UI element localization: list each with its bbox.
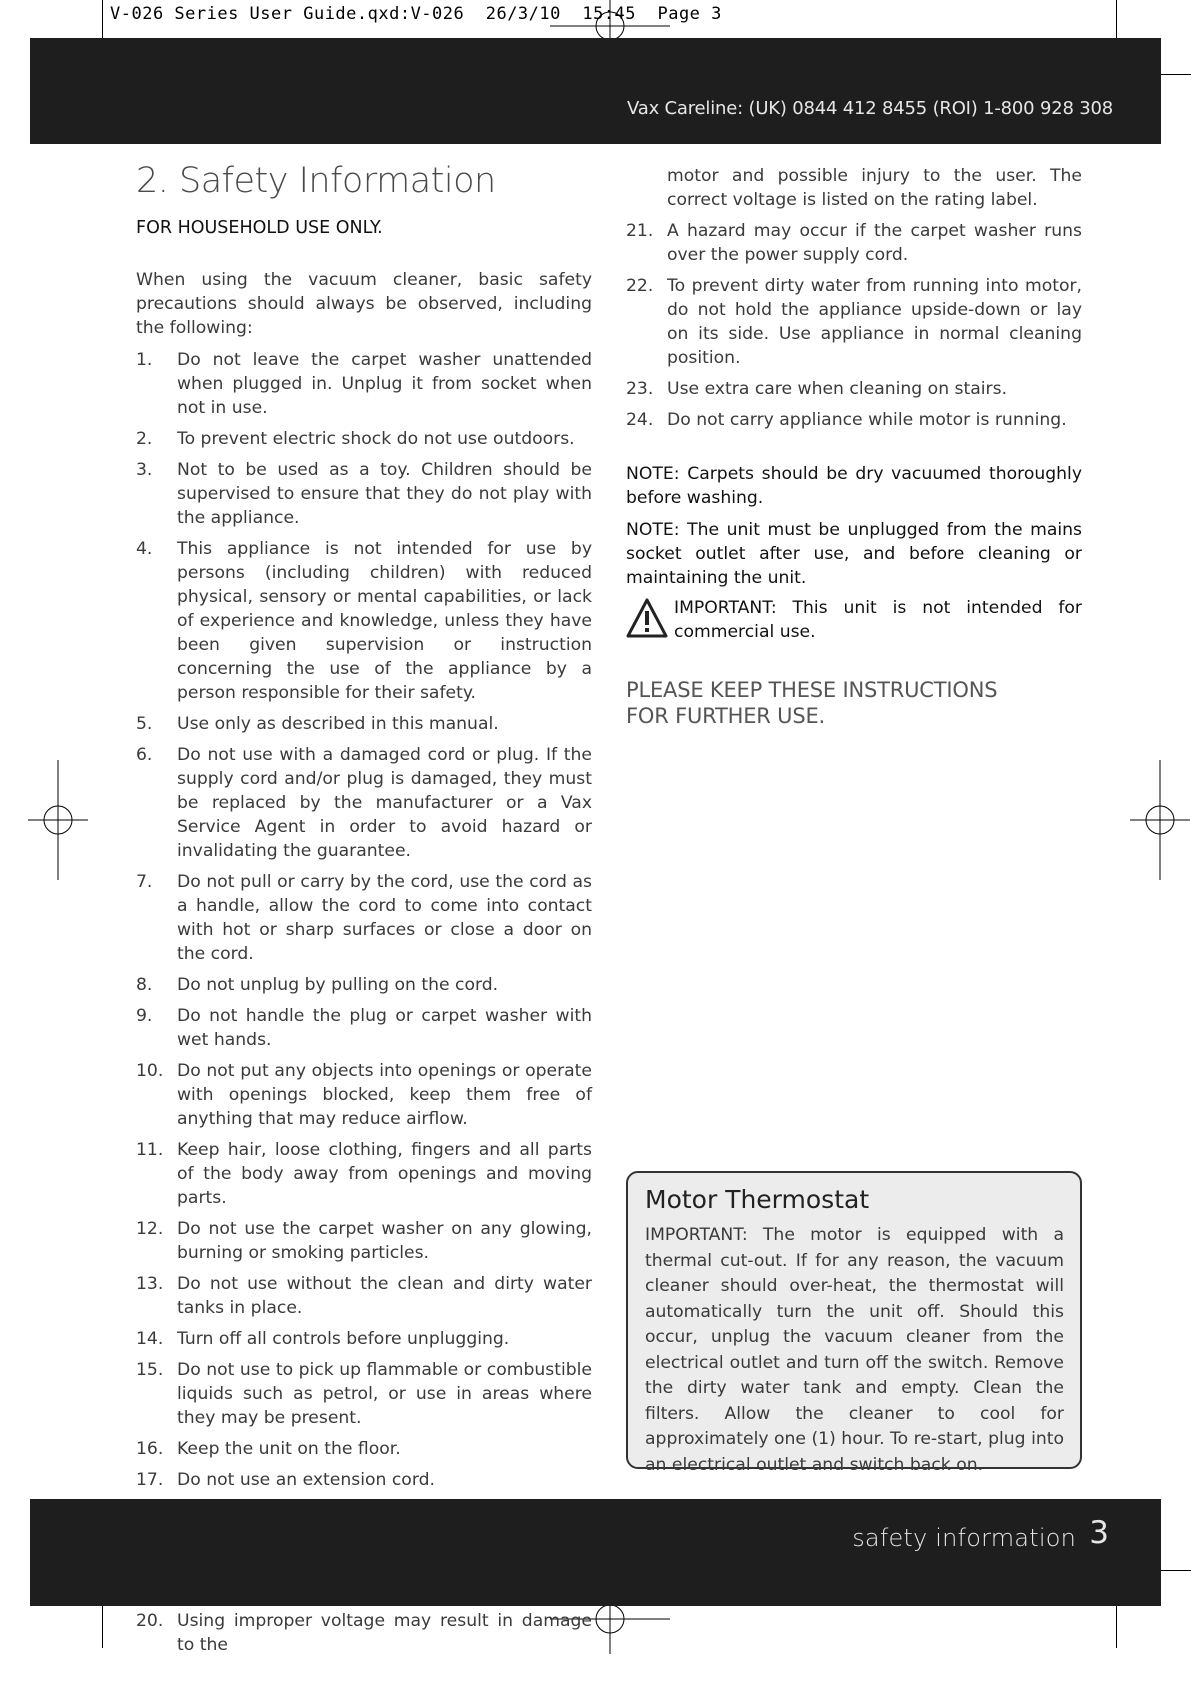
list-item-number: 14. [136, 1329, 164, 1349]
list-item-number: 15. [136, 1360, 164, 1380]
list-item-number: 3. [136, 460, 153, 480]
note-dry-vacuum: NOTE: Carpets should be dry vacuumed thoroughly before washing. [626, 464, 1082, 508]
list-item [136, 427, 592, 451]
list-item-text: Do not unplug by pulling on the cord. [177, 975, 499, 995]
list-item [136, 1217, 592, 1265]
list-item [136, 537, 592, 705]
list-item [626, 219, 1082, 267]
list-item [136, 1004, 592, 1052]
list-item-text: Do not use the carpet washer on any glowing, burning or smoking particles. [177, 1219, 592, 1263]
page-number: 3 [1089, 1515, 1109, 1551]
list-item-number: 23. [626, 379, 654, 399]
list-item-number: 1. [136, 350, 153, 370]
list-item-text: Turn off all controls before unplugging. [177, 1329, 510, 1349]
list-item-number: 17. [136, 1470, 164, 1490]
list-item-text: To prevent dirty water from running into motor, do not hold the appliance upside-down or lay on its side. Use appliance in normal cleaning position. [667, 276, 1082, 368]
list-item-number: 6. [136, 745, 153, 765]
registration-mark-left-icon [28, 760, 88, 880]
right-column [626, 164, 1082, 729]
list-item-number: 4. [136, 539, 153, 559]
list-item-text: This appliance is not intended for use by persons (including children) with reduced physical, sensory or mental capabilities, or lack of experience and knowledge, unless they have been given supervision or instruction concerning the use of the appliance by a person responsible for their safety. [177, 539, 592, 703]
list-item [136, 973, 592, 997]
list-item-text: Do not handle the plug or carpet washer with wet hands. [177, 1006, 592, 1050]
list-item [136, 712, 592, 736]
list-item-text: Do not pull or carry by the cord, use the cord as a handle, allow the cord to come into contact with hot or sharp surfaces or close a door on the cord. [177, 872, 592, 964]
motor-thermostat-box [626, 1171, 1082, 1475]
list-item [136, 743, 592, 863]
page-title: 2. Safety Information [136, 161, 496, 201]
registration-mark-right-icon [1130, 760, 1190, 880]
list-item [136, 1138, 592, 1210]
list-item [136, 1059, 592, 1131]
list-item-20-continuation: motor and possible injury to the user. The correct voltage is listed on the rating label. [667, 166, 1082, 210]
list-item-number: 12. [136, 1219, 164, 1239]
list-item-number: 2. [136, 429, 153, 449]
safety-list-continued [626, 219, 1082, 432]
list-item [136, 1437, 592, 1461]
list-item-text: Do not put any objects into openings or operate with openings blocked, keep them free of anything that may reduce airflow. [177, 1061, 592, 1129]
important-commercial-use [626, 596, 1082, 645]
list-item [626, 274, 1082, 370]
list-item [136, 458, 592, 530]
list-item [136, 1272, 592, 1320]
intro-paragraph: When using the vacuum cleaner, basic safety precautions should always be observed, including the following: [136, 270, 592, 338]
keep-instructions-line-1: PLEASE KEEP THESE INSTRUCTIONS [626, 678, 998, 702]
list-item [136, 1327, 592, 1351]
list-item-text: Keep hair, loose clothing, fingers and all parts of the body away from openings and moving parts. [177, 1140, 592, 1208]
list-item [626, 377, 1082, 401]
list-item-number: 21. [626, 221, 654, 241]
footer-section-label: safety information [852, 1524, 1076, 1552]
keep-instructions [626, 677, 1082, 729]
list-item-text: Do not use with a damaged cord or plug. If the supply cord and/or plug is damaged, they must be replaced by the manufacturer or a Vax Service Agent in order to avoid hazard or invalidating the guarantee. [177, 745, 592, 861]
list-item-number: 5. [136, 714, 153, 734]
keep-instructions-line-2: FOR FURTHER USE. [626, 704, 825, 728]
motor-thermostat-body: IMPORTANT: The motor is equipped with a thermal cut-out. If for any reason, the vacuum cleaner should over-heat, the thermostat will automatically turn the unit off. Should this occur, unplug the vacuum cleaner from the electrical outlet and turn off the switch. Remove the dirty water tank and empty. Clean the filters. Allow the cleaner to cool for approximately one (1) hour. To re-start, plug into an electrical outlet and switch back on. [645, 1225, 1064, 1475]
list-item [136, 1609, 592, 1657]
list-item [136, 348, 592, 420]
list-item-number: 8. [136, 975, 153, 995]
list-item-text: Do not carry appliance while motor is running. [667, 410, 1067, 430]
list-item-number: 13. [136, 1274, 164, 1294]
list-item-text: Keep the unit on the floor. [177, 1439, 401, 1459]
warning-triangle-icon [626, 596, 674, 645]
note-unplug: NOTE: The unit must be unplugged from the mains socket outlet after use, and before cleaning or maintaining the unit. [626, 520, 1082, 588]
list-item-text: Use extra care when cleaning on stairs. [667, 379, 1008, 399]
list-item-text: Using improper voltage may result in damage to the [177, 1611, 592, 1655]
list-item-number: 24. [626, 410, 654, 430]
list-item-number: 7. [136, 872, 153, 892]
left-column [136, 160, 592, 1664]
list-item-text: Not to be used as a toy. Children should be supervised to ensure that they do not play with the appliance. [177, 460, 592, 528]
list-item [136, 1358, 592, 1430]
list-item-text: Do not use an extension cord. [177, 1470, 435, 1490]
list-item-number: 22. [626, 276, 654, 296]
list-item-number: 10. [136, 1061, 164, 1081]
motor-thermostat-title: Motor Thermostat [645, 1185, 870, 1214]
list-item-text: A hazard may occur if the carpet washer runs over the power supply cord. [667, 221, 1082, 265]
list-item-text: To prevent electric shock do not use outdoors. [177, 429, 575, 449]
footer-band [30, 1499, 1161, 1606]
important-text: IMPORTANT: This unit is not intended for commercial use. [674, 598, 1082, 642]
list-item [136, 870, 592, 966]
list-item-text: Use only as described in this manual. [177, 714, 499, 734]
list-item-text: Do not use to pick up flammable or combustible liquids such as petrol, or use in areas where they may be present. [177, 1360, 592, 1428]
list-item-number: 9. [136, 1006, 153, 1026]
list-item-text: Do not use without the clean and dirty water tanks in place. [177, 1274, 592, 1318]
header-band [30, 38, 1161, 144]
list-item [626, 408, 1082, 432]
safety-list [136, 348, 592, 1657]
list-item-number: 20. [136, 1611, 164, 1631]
household-use-heading: FOR HOUSEHOLD USE ONLY. [136, 218, 383, 238]
list-item [136, 1468, 592, 1492]
careline-text: Vax Careline: (UK) 0844 412 8455 (ROI) 1-800 928 308 [627, 98, 1113, 119]
list-item-number: 11. [136, 1140, 164, 1160]
list-item-text: Do not leave the carpet washer unattended when plugged in. Unplug it from socket when not in use. [177, 350, 592, 418]
list-item-number: 16. [136, 1439, 164, 1459]
print-slug: V-026 Series User Guide.qxd:V-026 26/3/10 15:45 Page 3 [110, 4, 722, 24]
